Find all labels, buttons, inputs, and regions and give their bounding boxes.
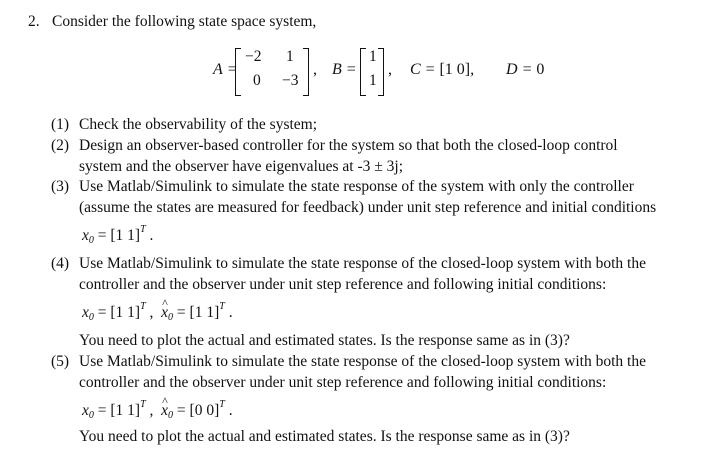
item-number: (1)	[51, 116, 70, 133]
matrix-a-entry: 1	[286, 48, 294, 65]
matrix-a-right-bracket	[303, 48, 309, 96]
item-number: (3)	[51, 178, 70, 195]
matrix-b-entry: 1	[369, 48, 377, 65]
matrix-a-left-bracket	[235, 48, 241, 96]
question-number: 2.	[28, 13, 40, 30]
initial-conditions-item5: $x_0 = [1$ 1]$^T$ , ^ $x_0 = [0$ 0]$^T$ .	[82, 399, 233, 421]
item-text: Use Matlab/Simulink to simulate the state response of the closed-loop system with both the	[79, 255, 646, 272]
item-number: (4)	[51, 255, 70, 272]
item-text: Design an observer-based controller for the system so that both the closed-loop control	[79, 137, 618, 154]
item-text: Use Matlab/Simulink to simulate the state response of the closed-loop system with both the	[79, 353, 646, 370]
matrix-d-label: D = 0	[506, 61, 545, 78]
item-text: Use Matlab/Simulink to simulate the state response of the system with only the controller	[79, 178, 634, 195]
matrix-b-entry: 1	[369, 72, 377, 89]
question-intro: Consider the following state space system,	[52, 13, 317, 30]
item-text: controller and the observer under unit step reference and following initial conditions:	[79, 276, 607, 293]
matrix-c-label: C = [1 0],	[410, 61, 475, 78]
matrix-a-label: A =	[213, 61, 238, 78]
initial-conditions-item4: $x_0 = [1$ 1]$^T$ , ^ $x_0 = [1$ 1]$^T$ .	[82, 301, 233, 323]
separator-comma: ,	[313, 61, 317, 78]
matrix-b-right-bracket	[378, 48, 384, 96]
matrix-a-entry: 0	[253, 72, 261, 89]
item-text: system and the observer have eigenvalues at -3 ± 3j;	[79, 158, 404, 175]
state-space-equations	[0, 46, 725, 102]
item-number: (2)	[51, 137, 70, 154]
item-text: controller and the observer under unit step reference and following initial conditions:	[79, 374, 607, 391]
matrix-a-entry: −3	[282, 72, 299, 89]
matrix-a-entry: −2	[245, 48, 262, 65]
separator-comma: ,	[388, 61, 392, 78]
matrix-b-label: B =	[332, 61, 357, 78]
matrix-b-left-bracket	[360, 48, 366, 96]
item-text: Check the observability of the system;	[79, 116, 318, 133]
item-number: (5)	[51, 353, 70, 370]
item-text: (assume the states are measured for feedback) under unit step reference and initial conditions	[79, 199, 657, 216]
initial-condition-x0: $x_0 = [1$ 1]$^T$ .	[82, 224, 154, 246]
item-followup: You need to plot the actual and estimated states. Is the response same as in (3)?	[79, 332, 570, 349]
item-followup: You need to plot the actual and estimated states. Is the response same as in (3)?	[79, 428, 570, 445]
